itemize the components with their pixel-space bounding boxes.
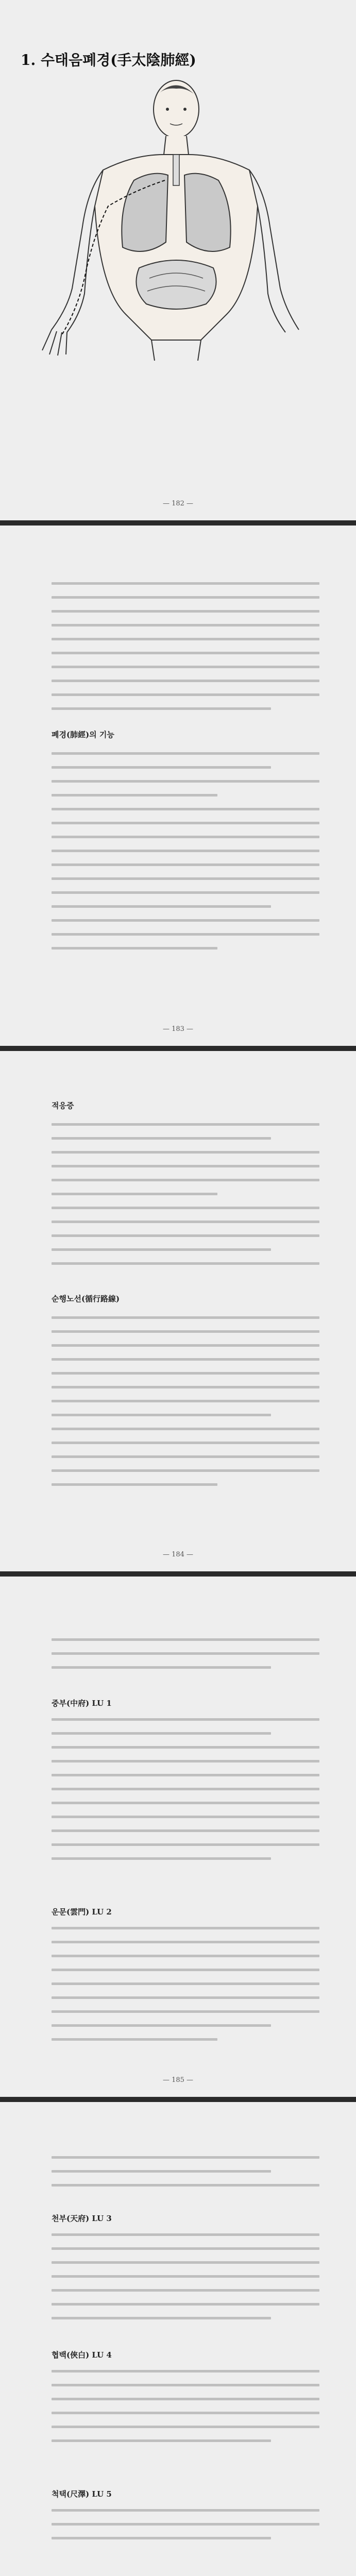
page-1 (0, 0, 356, 520)
function-list (52, 752, 319, 961)
function-section-title: 폐경(肺經)의 기능 (52, 730, 114, 739)
page-number: — 184 — (0, 1551, 356, 1558)
point-lu1-text (52, 1718, 319, 1871)
page-2 (0, 526, 356, 1046)
point-lu2-text (52, 1927, 319, 2052)
disease-list (52, 1123, 319, 1276)
anatomy-figure (31, 72, 319, 361)
point-intro (52, 1638, 319, 1680)
lu2-continued (52, 2156, 319, 2198)
disease-section-title: 적응증 (52, 1101, 74, 1110)
point-title-lu1: 중부(中府) LU 1 (52, 1699, 112, 1708)
page-number: — 183 — (0, 1025, 356, 1033)
meridian-text (52, 1316, 319, 1497)
point-title-lu2: 운문(雲門) LU 2 (52, 1907, 112, 1917)
meridian-section-title: 순행노선(循行路線) (52, 1294, 120, 1303)
point-lu4-text (52, 2370, 319, 2453)
page-number: — 182 — (0, 500, 356, 507)
point-lu5-text (52, 2509, 319, 2551)
intro-paragraph (52, 582, 319, 721)
point-title-lu4: 협백(俠白) LU 4 (52, 2350, 112, 2360)
page-4 (0, 1577, 356, 2097)
page-3 (0, 1051, 356, 1571)
page-number: — 185 — (0, 2076, 356, 2084)
chapter-title: 1. 수태음폐경(手太陰肺經) (21, 52, 196, 69)
point-lu3-text (52, 2233, 319, 2331)
point-title-lu5: 척택(尺澤) LU 5 (52, 2489, 112, 2499)
torso-illustration (31, 72, 319, 361)
page-5 (0, 2102, 356, 2576)
point-title-lu3: 천부(天府) LU 3 (52, 2214, 112, 2223)
